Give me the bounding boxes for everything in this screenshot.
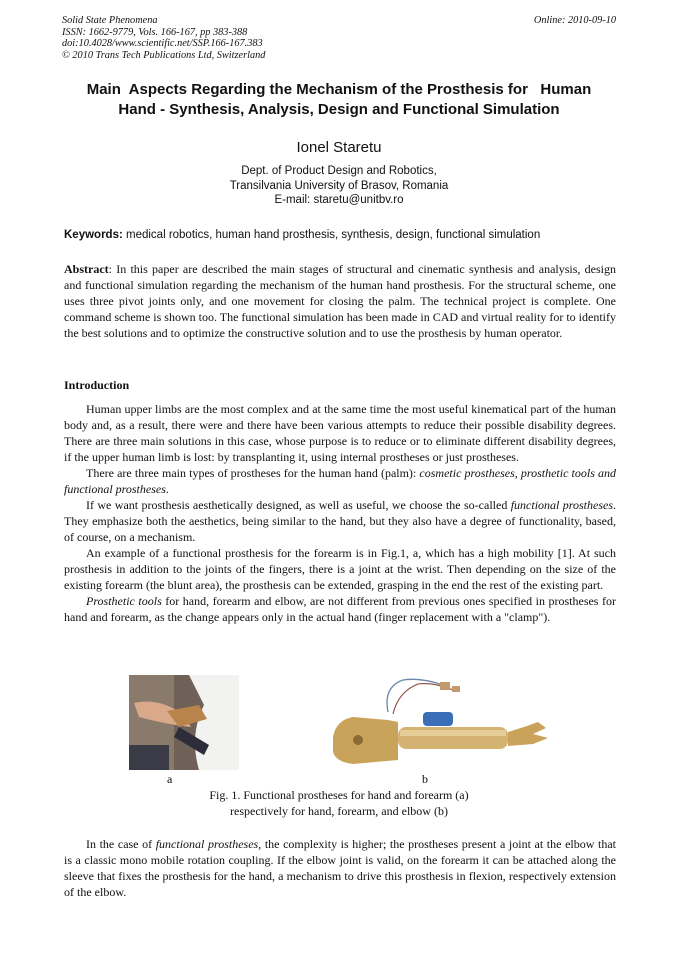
intro-paragraph-4: An example of a functional prosthesis for the forearm is in Fig.1, a, which has a high mobility [1]. At such prosthesis in addition to the joints of the fingers, there is a joint at the wrist. Then depending on the size of the existing forearm (the blunt area), the prosthesis can be extended, grasping in the end the rest of the existing part. — [64, 546, 616, 592]
intro-paragraph-3 — [64, 497, 616, 545]
functional-prostheses-paragraph — [64, 836, 616, 900]
title-line-2: Hand - Synthesis, Analysis, Design and Functional Simulation — [118, 101, 560, 118]
emphasis: functional prostheses — [510, 498, 613, 512]
emphasis: functional prostheses, — [155, 837, 262, 851]
text: If we want prosthesis aesthetically designed, as well as useful, we choose the so-called — [86, 498, 511, 512]
keywords — [64, 229, 616, 241]
figure-label-b: b — [422, 772, 428, 786]
intro-heading: Introduction — [64, 378, 130, 392]
intro-paragraph-5 — [64, 593, 616, 625]
paper-title — [40, 80, 638, 120]
keywords-label: Keywords: — [64, 229, 123, 241]
figure-caption — [0, 787, 678, 819]
emphasis: cosmetic prostheses, prosthetic tools and functional prostheses — [64, 466, 616, 496]
title-line-1: Main Aspects Regarding the Mechanism of the Prosthesis for Human — [86, 81, 592, 98]
text: There are three main types of prostheses for the human hand (palm): — [86, 466, 420, 480]
university: Transilvania University of Brasov, Romania — [229, 179, 449, 192]
doi: doi:10.4028/www.scientific.net/SSP.166-167.383 — [62, 38, 263, 49]
abstract-text: : In this paper are described the main stages of structural and cinematic synthesis and analysis, design and functional simulation regarding the mechanism of the human hand prosthesis. For the structural scheme, one uses three pivot joints only, and one movement for closing the palm. The technical project is complete. One command scheme is shown too. The functional simulation has been made in CAD and virtual reality for to identify the best solutions and to optimize the constructive solution and to use the prosthesis by human operator. — [64, 262, 616, 340]
figure-1a-photo — [129, 675, 239, 770]
keywords-text: medical robotics, human hand prosthesis, synthesis, design, functional simulation — [122, 229, 541, 241]
last-paragraph — [64, 836, 616, 900]
email: E-mail: staretu@unitbv.ro — [274, 194, 404, 206]
affiliation — [0, 164, 678, 208]
caption-line-2: respectively for hand, forearm, and elbow (b) — [230, 804, 448, 818]
copyright: © 2010 Trans Tech Publications Ltd, Switzerland — [62, 49, 266, 61]
introduction — [64, 401, 616, 625]
text: for hand, forearm and elbow, are not different from previous ones specified in prostheses for hand and forearm, as the change appears only in the actual hand (finger replacement with a "clamp"). — [64, 594, 616, 624]
abstract-label: Abstract — [64, 262, 109, 276]
online-date: Online: 2010-09-10 — [533, 15, 616, 26]
text: . — [165, 482, 169, 496]
department: Dept. of Product Design and Robotics, — [241, 165, 437, 177]
journal-name: Solid State Phenomena — [62, 15, 158, 26]
caption-line-1: Fig. 1. Functional prostheses for hand and forearm (a) — [209, 788, 469, 802]
emphasis: Prosthetic tools — [86, 594, 162, 608]
figure-1b-photo — [328, 672, 558, 775]
intro-paragraph-1: Human upper limbs are the most complex and at the same time the most useful kinematical part of the human body and, as a result, there were and there have been various attempts to reduce their possible disability degrees. There are three main solutions in this case, whose purpose is to reduce or to eliminate different disability degrees, if the upper human limb is lost: by transplanting it, using internal prostheses or just prostheses. — [64, 402, 616, 464]
intro-paragraph-2 — [64, 465, 616, 497]
figure-label-a: a — [167, 772, 173, 786]
journal-header — [62, 15, 265, 61]
text: In the case of — [86, 837, 156, 851]
author: Ionel Staretu — [296, 139, 382, 156]
abstract — [64, 261, 616, 341]
text: . They emphasize both the aesthetics, being similar to the hand, but they also have a degree of functionality, based, of course, on a mechanism. — [64, 498, 616, 544]
text: the complexity is higher; the prostheses present a joint at the elbow that is a classic mono mobile rotation coupling. If the elbow joint is valid, on the forearm it can be attached along the sleeve that fixes the prosthesis for the hand, a mechanism to drive this prosthesis in flexion, respectively extension of the elbow. — [64, 837, 616, 899]
issn: ISSN: 1662-9779, Vols. 166-167, pp 383-388 — [62, 26, 248, 38]
